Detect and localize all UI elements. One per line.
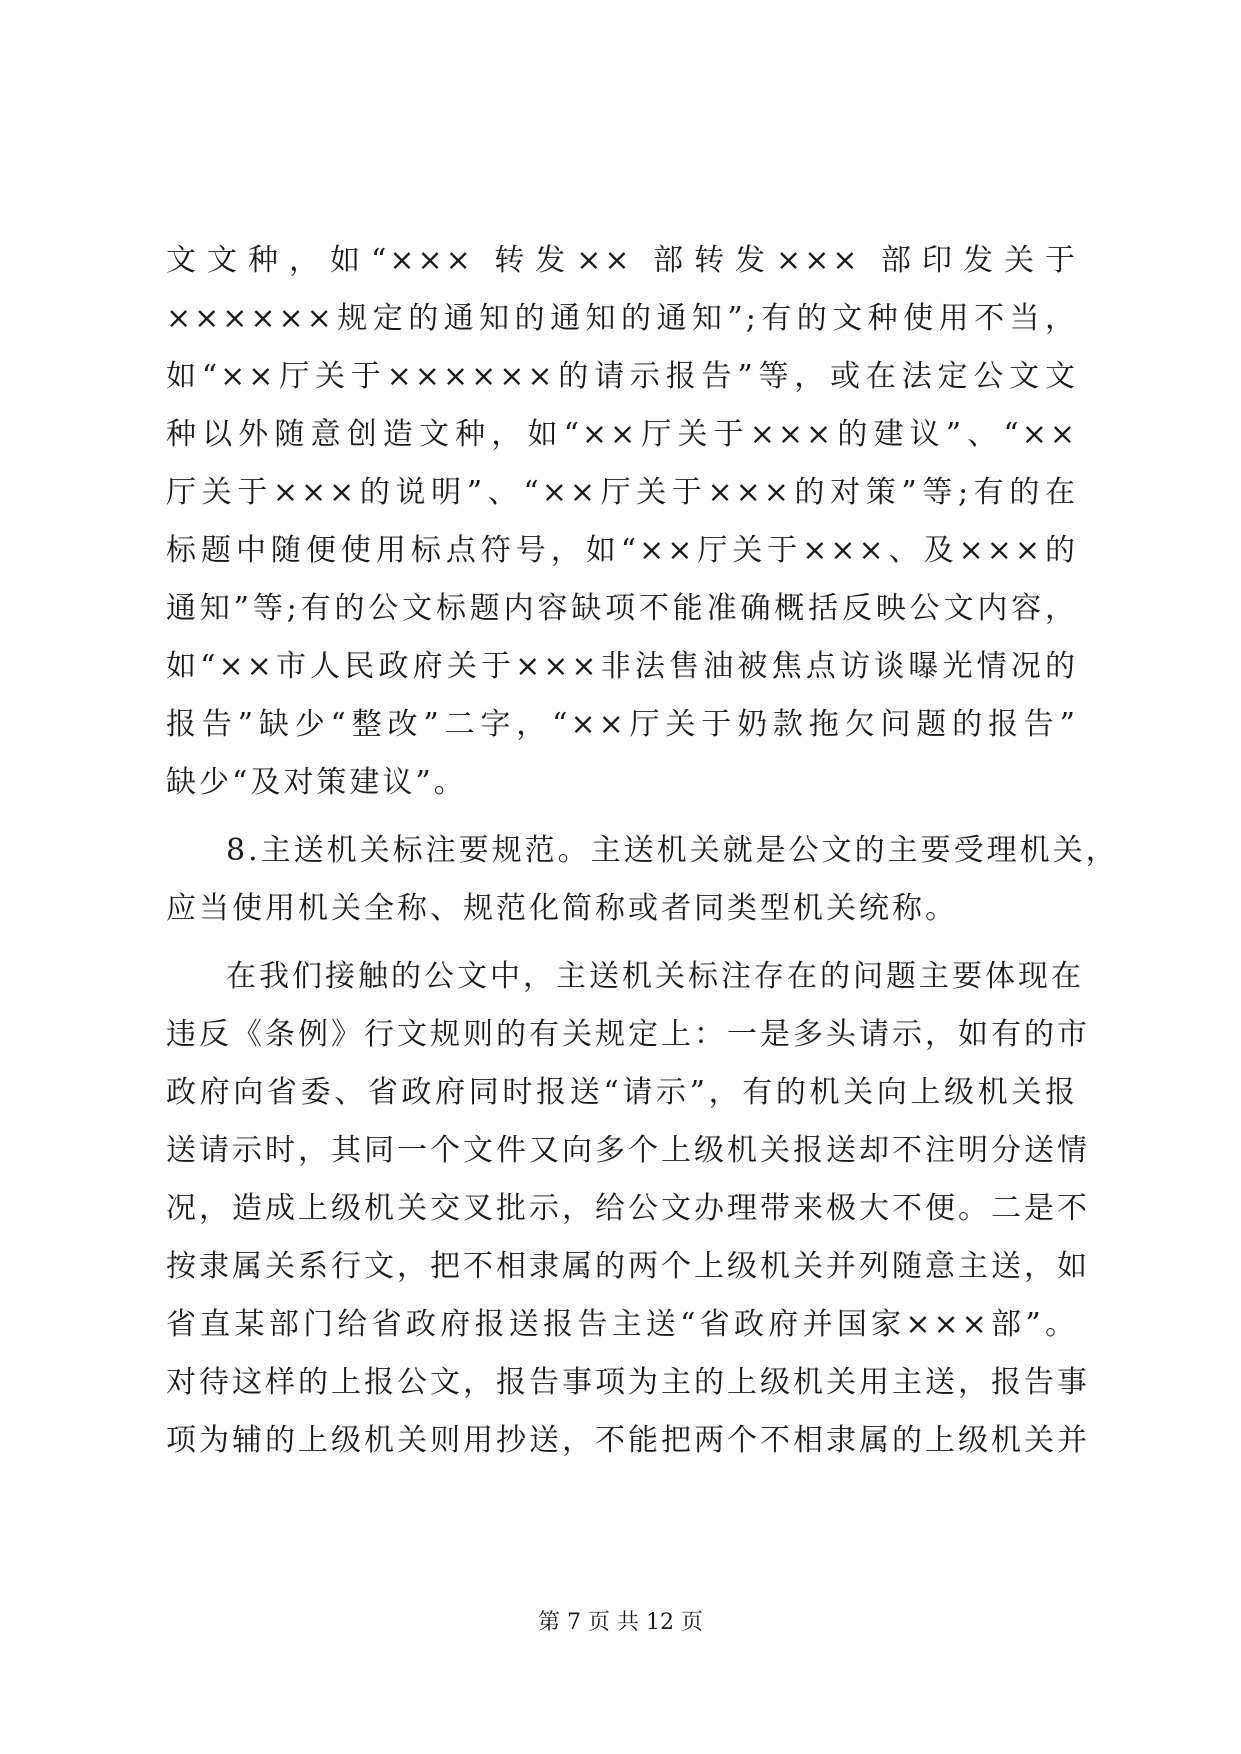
text-line: 项为辅的上级机关则用抄送，不能把两个不相隶属的上级机关并 [166, 1423, 1090, 1458]
paragraph-1 [166, 232, 1078, 812]
text-line: 如“××厅关于××××××的请示报告”等，或在法定公文文 [166, 359, 1078, 394]
text-line: 违反《条例》行文规则的有关规定上：一是多头请示，如有的市 [166, 1017, 1090, 1052]
text-line: 按隶属关系行文，把不相隶属的两个上级机关并列随意主送，如 [166, 1249, 1090, 1284]
text-line: ××××××规定的通知的通知的通知”;有的文种使用不当， [166, 301, 1078, 336]
text-line: 如“××市人民政府关于×××非法售油被焦点访谈曝光情况的 [166, 649, 1078, 684]
text-line: 对待这样的上报公文，报告事项为主的上级机关用主送，报告事 [166, 1365, 1090, 1400]
text-line: 在我们接触的公文中，主送机关标注存在的问题主要体现在 [226, 959, 1084, 994]
text-line: 通知”等;有的公文标题内容缺项不能准确概括反映公文内容， [166, 591, 1078, 626]
text-line: 况，造成上级机关交叉批示，给公文办理带来极大不便。二是不 [166, 1191, 1090, 1226]
document-body [166, 232, 1119, 1470]
text-line: 标题中随便使用标点符号，如“××厅关于×××、及×××的 [166, 533, 1078, 568]
text-line: 缺少“及对策建议”。 [166, 765, 467, 800]
text-line: 省直某部门给省政府报送报告主送“省政府并国家×××部”。 [166, 1307, 1078, 1342]
text-line: 厅关于×××的说明”、“××厅关于×××的对策”等;有的在 [166, 475, 1078, 510]
text-line: 报告”缺少“整改”二字，“××厅关于奶款拖欠问题的报告” [166, 707, 1078, 742]
paragraph-3 [166, 948, 1090, 1470]
text-line: 送请示时，其同一个文件又向多个上级机关报送却不注明分送情 [166, 1133, 1090, 1168]
text-line: 文文种，如“××× 转发×× 部转发××× 部印发关于 [166, 243, 1078, 278]
paragraph-2 [166, 822, 1119, 938]
text-line: 8.主送机关标注要规范。主送机关就是公文的主要受理机关， [226, 833, 1119, 868]
text-line: 种以外随意创造文种，如“××厅关于×××的建议”、“×× [166, 417, 1078, 452]
text-line: 应当使用机关全称、规范化简称或者同类型机关统称。 [166, 891, 958, 926]
page-number-footer: 第 7 页 共 12 页 [538, 1610, 703, 1635]
text-line: 政府向省委、省政府同时报送“请示”，有的机关向上级机关报 [166, 1075, 1078, 1110]
